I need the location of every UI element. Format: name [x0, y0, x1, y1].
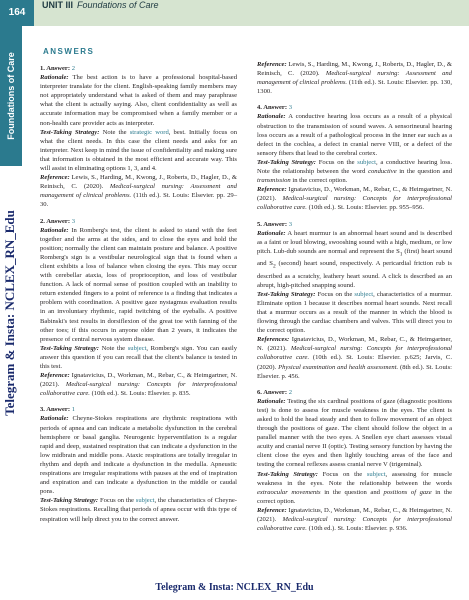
left-column	[40, 60, 237, 524]
answer-6-reference: Reference: Ignatavicius, D., Workman, M., Rebar, C., & Heimgartner, N. (2021). Medical-surgical nursing: Concepts for interprofessional collaborative care. (10th ed.). St. Louis: Elsevier. p. 936.	[257, 506, 452, 533]
answer-5-rationale: Rationale: A heart murmur is an abnormal heart sound and is described as a faint or loud blowing, swooshing sound with a high, medium, or low pitch. Lub-dub sounds are normal and represent the $S_1$ (first) heart sound and $S_2$ (second) heart sound, respectively. A pericardial friction rub is described as a scratchy, leathery heart sound. A click is described as an abrupt, high-pitched snapping sound.	[257, 229, 452, 289]
answer-1-strategy: Test-Taking Strategy: Note the strategic word, best. Initially focus on what the client needs. In this case the client needs and asks for an interpreter. Next keep in mind the issue of confidentiality and making sure that information is obtained in the most efficient and accurate way. This will assist in eliminating options 1, 3, and 4.	[40, 128, 237, 173]
page-number: 164	[0, 0, 34, 26]
answer-5-reference: References: Ignatavicius, D., Workman, M., Rebar, C., & Heimgartner, N. (2021). Medical-surgical nursing: Concepts for interprofessional collaborative care. (10th ed.). St. Louis: Elsevier. p.625; Jarvis, C. (2020). Physical examination and health assessment. (8th ed.). St. Louis: Elsevier. p. 456.	[257, 336, 452, 380]
answer-2-reference: Reference: Ignatavicius, D., Workman, M., Rebar, C., & Heimgartner, N. (2021). Medical-surgical nursing: Concepts for interprofessional collaborative care. (10th ed.). St. Louis: Elsevier. p. 835.	[40, 372, 237, 398]
unit-name: Foundations of Care	[77, 0, 159, 10]
answer-1-rationale: Rationale: The best action is to have a professional hospital-based interpreter translate for the client. English-speaking family members may not appropriately understand what is asked of them and may paraphrase what the client is actually saying. Also, client confidentiality as well as accurate information may be compromised when a family member or a non-health care provider acts as interpreter.	[40, 74, 237, 127]
answer-3-heading: 3. Answer: 1	[40, 406, 75, 414]
answer-3-rationale: Rationale: Cheyne-Stokes respirations are rhythmic respirations with periods of apnea and can indicate a metabolic dysfunction in the cerebral hemisphere or basal ganglia. Neurogenic hyperventilation is a regular rapid and deep, sustained respiration that can indicate a dysfunction in the low midbrain and middle pons. Ataxic respirations are totally irregular in rhythm and depth and indicate a dysfunction in the medulla. Apneustic respirations are irregular respirations with pauses at the end of inspiration and expiration and can indicate a dysfunction in the middle or caudal pons.	[40, 415, 237, 496]
answer-2-heading: 2. Answer: 3	[40, 217, 75, 225]
side-watermark: Telegram & Insta: NCLEX_RN_Edu	[2, 210, 17, 416]
answer-1-heading: 1. Answer: 2	[40, 65, 75, 72]
side-tab-label: Foundations of Care	[6, 52, 16, 140]
bottom-watermark: Telegram & Insta: NCLEX_RN_Edu	[155, 582, 314, 593]
answer-6-rationale: Rationale: Testing the six cardinal positions of gaze (diagnostic positions test) is done to assess for muscle weakness in the eyes. The client is asked to hold the head steady and then to follow movement of an object through the positions of gaze. The client should follow the object in a parallel manner with the two eyes. A Snellen eye chart assesses visual acuity and cranial nerve II (optic). Testing sensory function by having the client close the eyes and then lightly touching areas of the face and testing the corneal reflexes assess cranial nerve V (trigeminal).	[257, 397, 452, 469]
answer-1-reference: Reference: Lewis, S., Harding, M., Kwong, J., Roberts, D., Hagler, D., & Reinisch, C. (2020). Medical-surgical nursing: Assessment and management of clinical problems. (11th ed.). St. Louis: Elsevier. pp. 29–30.	[40, 174, 237, 209]
answer-4-heading: 4. Answer: 3	[257, 104, 292, 112]
answer-4-strategy: Test-Taking Strategy: Focus on the subject, a conductive hearing loss. Note the relationship between the word conductive in the question and transmission in the correct option.	[257, 158, 453, 185]
answer-4-rationale: Rationale: A conductive hearing loss occurs as a result of a physical obstruction to the transmission of sound waves. A sensorineural hearing loss occurs as a result of a pathological process in the inner ear such as a defect in the cochlea, a defect in cranial nerve VIII, or a defect of the sensory fibers that lead to the cerebral cortex.	[257, 113, 452, 157]
unit-label: UNIT III	[42, 0, 73, 10]
answer-3-reference: Reference: Lewis, S., Harding, M., Kwong, J., Roberts, D., Hagler, D., & Reinisch, C. (2020). Medical-surgical nursing: Assessment and management of clinical problems. (11th ed.). St. Louis: Elsevier. pp. 130, 1300.	[257, 61, 452, 96]
answer-2-strategy: Test-Taking Strategy: Note the subject, Romberg's sign. You can easily answer this question if you can recall that the client's balance is tested in this test.	[40, 344, 238, 370]
unit-header	[42, 0, 159, 10]
answer-4-reference: Reference: Ignatavicius, D., Workman, M., Rebar, C., & Heimgartner, N. (2021). Medical-surgical nursing: Concepts for interprofessional collaborative care. (10th ed.). St. Louis: Elsevier. pp. 955–956.	[257, 186, 452, 212]
answer-6-strategy: Test-Taking Strategy: Focus on the subject, assessing for muscle weakness in the eyes. Note the relationship between the words extraocular movements in the question and positions of gaze in the correct option.	[257, 470, 453, 505]
answer-6-heading: 6. Answer: 2	[257, 388, 292, 396]
answer-5-strategy: Test-Taking Strategy: Focus on the subject, characteristics of a murmur. Eliminate option 1 because it describes normal heart sounds. Next recall that a murmur occurs as a result of the manner in which the blood is flowing through the cardiac chambers and valves. This will direct you to the correct option.	[257, 290, 452, 335]
answers-heading: ANSWERS	[43, 47, 95, 56]
answer-5-heading: 5. Answer: 3	[257, 220, 292, 228]
answer-3-strategy: Test-Taking Strategy: Focus on the subject, the characteristics of Cheyne-Stokes respirations. Recalling that periods of apnea occur with this type of respiration will help direct you to the correct answer.	[40, 497, 237, 523]
answer-2-rationale: Rationale: In Romberg's test, the client is asked to stand with the feet together and the arms at the sides, and to close the eyes and hold the position; normally the client can maintain posture and balance. A positive Romberg's sign is a vestibular neurological sign that is found when a client exhibits a loss of balance when closing the eyes. This may occur with cerebellar ataxia, loss of proprioception, and loss of vestibular function. A lack of normal sense of position coupled with an inability to return extended fingers to a point of reference is a finding that indicates a problem with coordination. A positive gaze nystagmus evaluation results in an involuntary rhythmic, rapid twitching of the eyeballs. A positive Babinski's test results in dorsiflexion of the great toe with fanning of the other toes; if this occurs in anyone older than 2 years, it indicates the presence of central nervous system disease.	[40, 226, 237, 343]
right-column	[257, 60, 452, 533]
